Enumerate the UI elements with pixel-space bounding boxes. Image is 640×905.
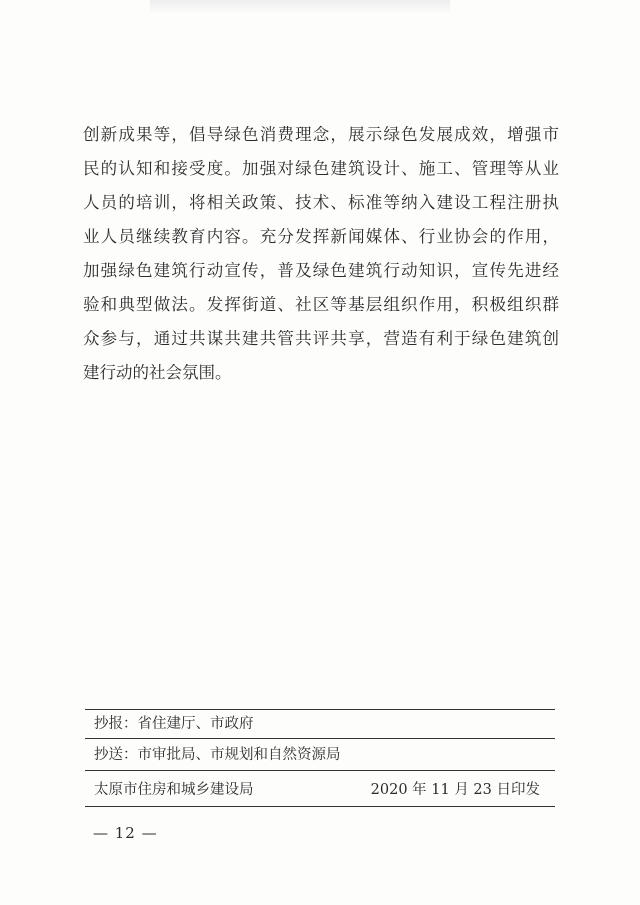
body-line: 民的认知和接受度。加强对绿色建筑设计、施工、管理等从业	[83, 159, 559, 178]
issue-date: 2020 年 11 月 23 日印发	[370, 782, 540, 798]
copy-to-line: 抄送：市审批局、市规划和自然资源局	[94, 747, 341, 763]
issuer-row	[94, 780, 540, 800]
body-line: 验和典型做法。发挥街道、社区等基层组织作用，积极组织群	[83, 295, 559, 314]
footer-top-rule	[85, 709, 555, 710]
body-line: 加强绿色建筑行动宣传，普及绿色建筑行动知识，宣传先进经	[83, 261, 559, 280]
body-line: 建行动的社会氛围。	[83, 363, 232, 382]
issuer-name: 太原市住房和城乡建设局	[94, 782, 254, 798]
footer-bottom-rule	[85, 806, 555, 807]
body-paragraph	[83, 118, 559, 390]
scan-artifact	[150, 0, 450, 14]
body-line: 创新成果等，倡导绿色消费理念，展示绿色发展成效，增强市	[83, 125, 559, 144]
footer-divider	[85, 738, 555, 739]
report-to-line: 抄报：省住建厅、市政府	[94, 716, 254, 732]
page-number: — 12 —	[93, 824, 158, 842]
body-line: 人员的培训，将相关政策、技术、标准等纳入建设工程注册执	[83, 193, 559, 212]
footer-divider	[85, 770, 555, 771]
body-line: 业人员继续教育内容。充分发挥新闻媒体、行业协会的作用，	[83, 227, 559, 246]
body-line: 众参与，通过共谋共建共管共评共享，营造有利于绿色建筑创	[83, 329, 559, 348]
